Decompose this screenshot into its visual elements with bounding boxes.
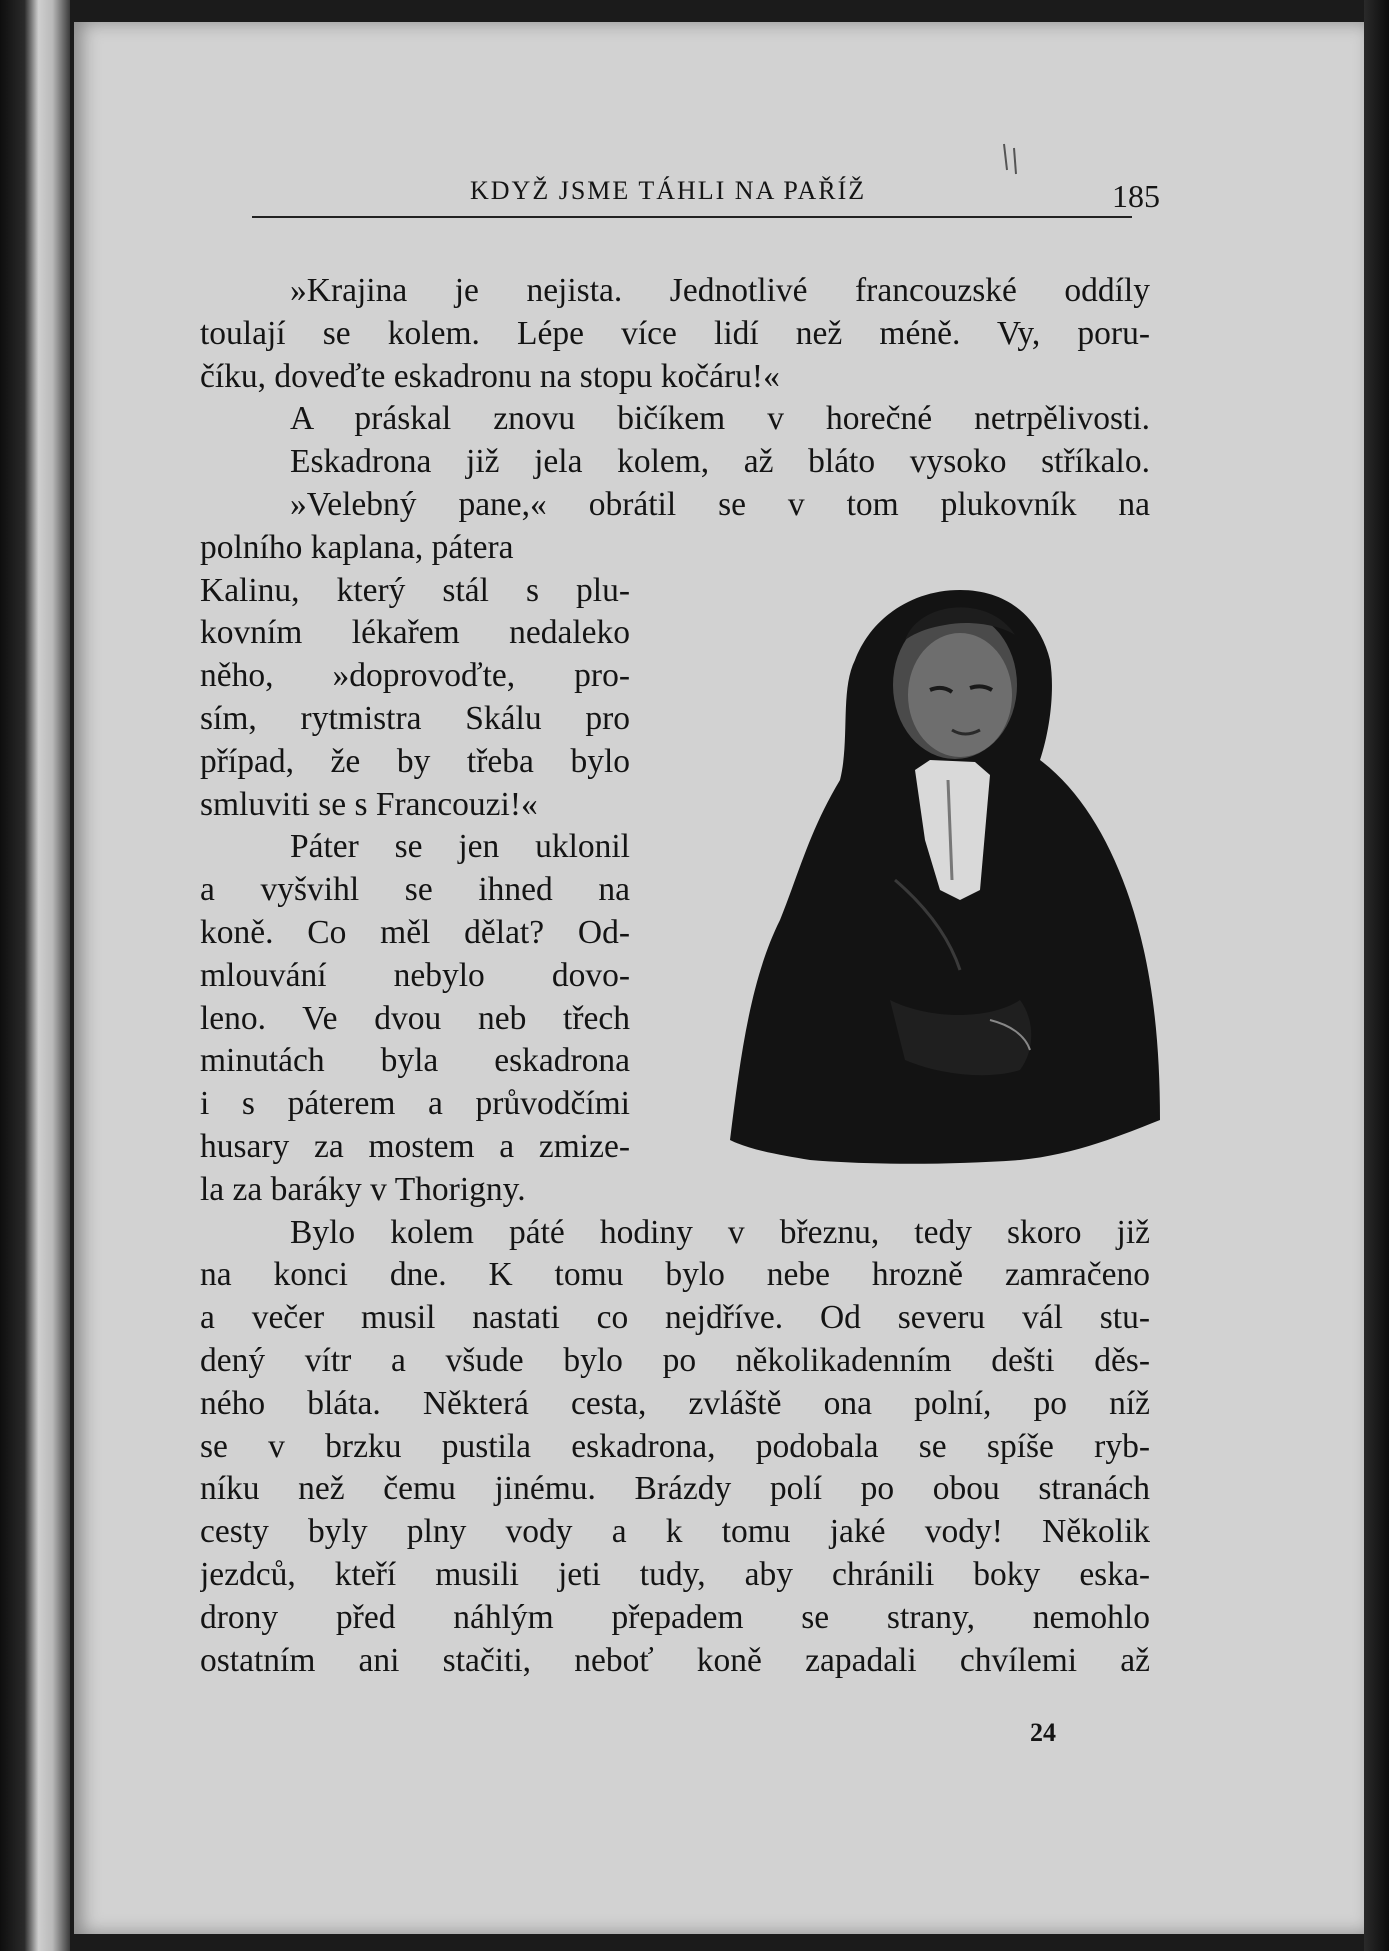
page-number: 185 bbox=[1112, 178, 1160, 214]
text-line: kovním lékařem nedaleko bbox=[200, 614, 630, 652]
priest-illustration bbox=[690, 580, 1170, 1180]
text-line: koně. Co měl dělat? Od- bbox=[200, 913, 630, 951]
text-line: minutách byla eskadrona bbox=[200, 1042, 630, 1080]
text-line: na konci dne. K tomu bylo nebe hrozně zamračeno bbox=[200, 1256, 1150, 1294]
text-line: i s páterem a průvodčími bbox=[200, 1085, 630, 1123]
text-line: toulají se kolem. Lépe více lidí než méně. Vy, poru- bbox=[200, 314, 1150, 352]
text-line: smluviti se s Francouzi!« bbox=[200, 785, 538, 823]
text-line: se v brzku pustila eskadrona, podobala se spíše ryb- bbox=[200, 1427, 1150, 1465]
text-line: polního kaplana, pátera bbox=[200, 528, 514, 566]
text-line: níku než čemu jinému. Brázdy polí po obou stranách bbox=[200, 1470, 1150, 1508]
text-line: sím, rytmistra Skálu pro bbox=[200, 699, 630, 737]
signature-mark: 24 bbox=[1030, 1718, 1056, 1747]
text-line: jezdců, kteří musili jeti tudy, aby chránili boky eska- bbox=[200, 1555, 1150, 1593]
text-line: Bylo kolem páté hodiny v březnu, tedy skoro již bbox=[290, 1213, 1150, 1251]
scan-right-edge bbox=[1364, 0, 1389, 1951]
text-line: husary za mostem a zmize- bbox=[200, 1127, 630, 1165]
running-title: KDYŽ JSME TÁHLI NA PAŘÍŽ bbox=[470, 176, 867, 205]
text-line: mlouvání nebylo dovo- bbox=[200, 956, 630, 994]
pencil-mark bbox=[1000, 140, 1026, 180]
text-line: la za baráky v Thorigny. bbox=[200, 1170, 526, 1208]
text-line: ostatním ani stačiti, neboť koně zapadali chvílemi až bbox=[200, 1641, 1150, 1679]
text-line: drony před náhlým přepadem se strany, nemohlo bbox=[200, 1598, 1150, 1636]
text-line: a vyšvihl se ihned na bbox=[200, 871, 630, 909]
text-line: číku, doveďte eskadronu na stopu kočáru!« bbox=[200, 357, 780, 395]
text-line: cesty byly plny vody a k tomu jaké vody! Několik bbox=[200, 1513, 1150, 1551]
text-line: leno. Ve dvou neb třech bbox=[200, 999, 630, 1037]
text-line: A práskal znovu bičíkem v horečné netrpělivosti. bbox=[290, 400, 1150, 438]
header-rule bbox=[252, 216, 1132, 218]
text-line: a večer musil nastati co nejdříve. Od severu vál stu- bbox=[200, 1299, 1150, 1337]
text-line: »Velebný pane,« obrátil se v tom plukovník na bbox=[290, 485, 1150, 523]
text-line: »Krajina je nejista. Jednotlivé francouzské oddíly bbox=[290, 272, 1150, 309]
text-line: Páter se jen uklonil bbox=[290, 828, 630, 866]
text-line: něho, »doprovoďte, pro- bbox=[200, 657, 630, 695]
text-line: Kalinu, který stál s plu- bbox=[200, 571, 630, 609]
text-line: Eskadrona již jela kolem, až bláto vysoko stříkalo. bbox=[290, 443, 1150, 481]
text-line: případ, že by třeba bylo bbox=[200, 742, 630, 780]
text-line: dený vítr a všude bylo po několikadenním dešti děs- bbox=[200, 1341, 1150, 1379]
text-line: ného bláta. Některá cesta, zvláště ona polní, po níž bbox=[200, 1384, 1150, 1422]
scan-left-edge bbox=[0, 0, 70, 1951]
